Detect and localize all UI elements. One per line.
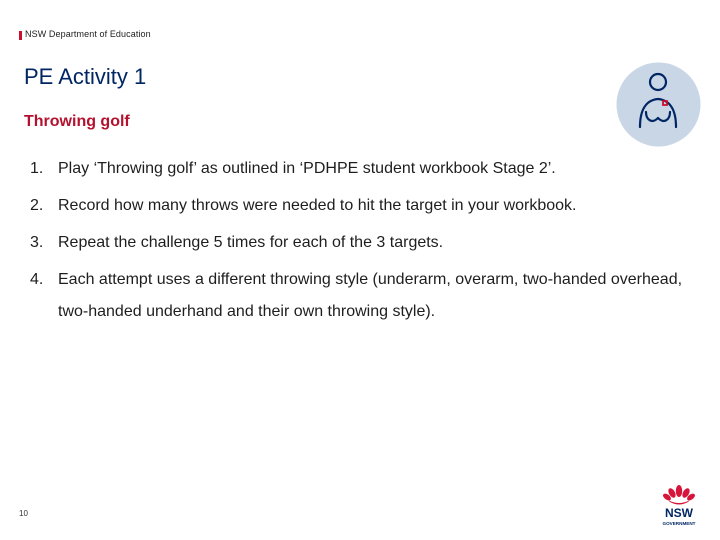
step-text: Repeat the challenge 5 times for each of the 3 targets. [58,234,444,251]
step-text: Each attempt uses a different throwing style (underarm, overarm, two-handed overhead, two-handed underhand and their own throwing style). [58,271,683,320]
step-number: 2. [30,197,44,214]
person-with-heart-icon [616,62,701,147]
list-item [30,158,700,179]
list-item [30,195,700,216]
step-text: Record how many throws were needed to hit the target in your workbook. [58,197,577,214]
page-title: PE Activity 1 [24,64,147,89]
list-item [30,264,700,328]
logo-text: NSW [665,506,693,520]
department-accent-bar [19,31,22,40]
step-number: 1. [30,160,44,177]
list-item [30,232,700,253]
page-number: 10 [19,509,28,518]
logo-subtext: GOVERNMENT [662,521,696,526]
nsw-government-logo [656,482,702,528]
page-subtitle: Throwing golf [24,113,130,130]
step-text: Play ‘Throwing golf’ as outlined in ‘PDHPE student workbook Stage 2’. [58,160,556,177]
step-number: 3. [30,234,44,251]
department-label: NSW Department of Education [25,29,151,39]
step-number: 4. [30,271,44,288]
steps-list [30,158,700,344]
